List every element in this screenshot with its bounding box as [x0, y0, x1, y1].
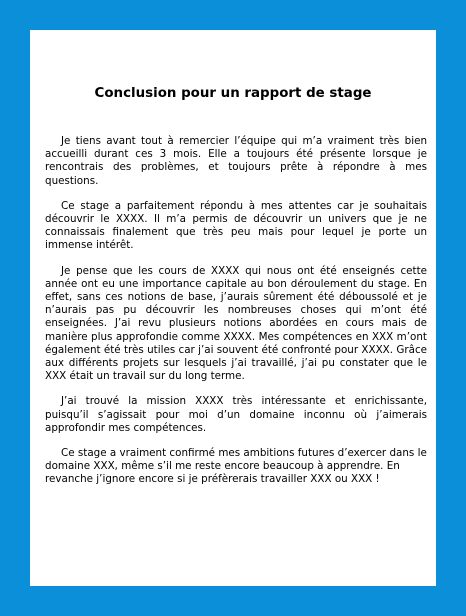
paragraph-thanks: Je tiens avant tout à remercier l’équipe qui m’a vraiment très bien accueilli durant ces 3 mois. Elle a toujours été présente lorsque je rencontrais des problèmes, et toujours prête à répondre à mes questions.: [45, 135, 427, 187]
paragraph-expectations: Ce stage a parfaitement répondu à mes attentes car je souhaitais découvrir le XXXX. Il m’a permis de découvrir un univers que je ne connaissais finalement que très peu mais pour lequel je porte un immense intérêt.: [45, 199, 427, 252]
paragraph-courses: Je pense que les cours de XXXX qui nous ont été enseignés cette année ont eu une importance capitale au bon déroulement du stage. En effet, sans ces notions de base, j’aurais sûrement été déboussolé et je n’aurais pas pu découvrir les nombreuses choses qui m’ont été enseignées. J’ai revu plusieurs notions abordées en cours mais de manière plus approfondie comme XXXX. Mes compétences en XXX m’ont également été très utiles car j’ai souvent été confronté pour XXXX. Grâce aux différents projets sur lesquels j’ai travaillé, j’ai pu constater que le XXX était un travail sur du long terme.: [45, 264, 427, 383]
paragraph-mission: J’ai trouvé la mission XXXX très intéressante et enrichissante, puisqu’il s’agissait pour moi d’un domaine inconnu où j’aimerais approfondir mes compétences.: [45, 395, 427, 434]
paragraph-ambitions: Ce stage a vraiment confirmé mes ambitions futures d’exercer dans le domaine XXX, même s’il me reste encore beaucoup à apprendre. En revanche j’ignore encore si je préfèrerais travailler XXX ou XXX !: [45, 447, 427, 486]
document-title: Conclusion pour un rapport de stage: [94, 86, 372, 101]
document-page: [30, 30, 436, 586]
document-body: [45, 135, 427, 499]
